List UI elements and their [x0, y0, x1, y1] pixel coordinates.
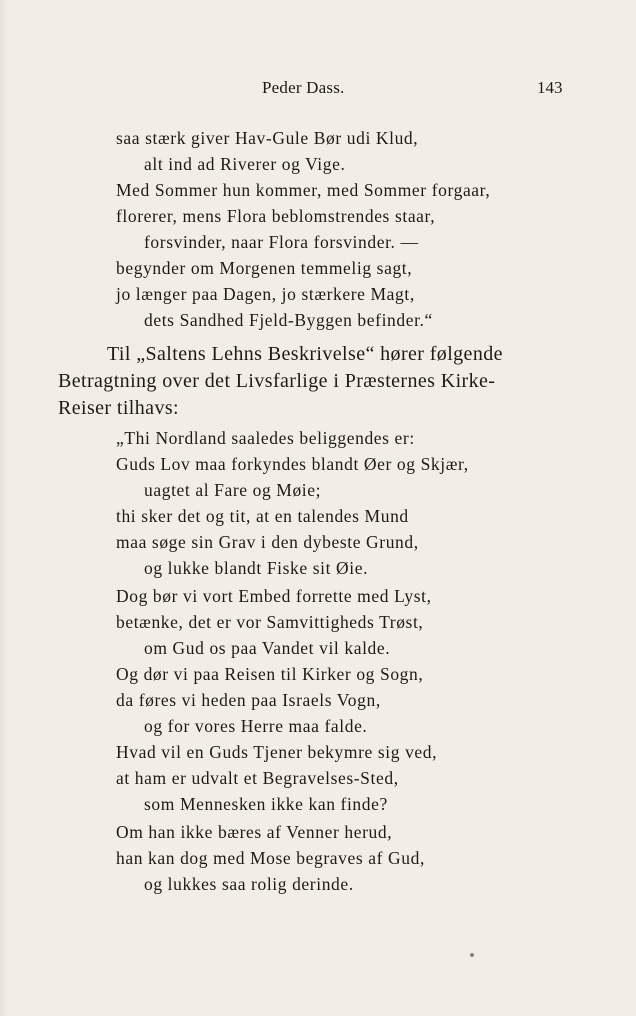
page-number: 143	[537, 78, 563, 97]
verse-line: betænke, det er vor Samvittigheds Trøst,	[116, 612, 424, 632]
verse-line: forsvinder, naar Flora forsvinder. —	[144, 232, 419, 252]
verse-line: alt ind ad Riverer og Vige.	[144, 154, 346, 174]
verse-line: Guds Lov maa forkyndes blandt Øer og Skjær,	[116, 454, 469, 474]
verse-line: dets Sandhed Fjeld-Byggen befinder.“	[144, 310, 433, 330]
verse-line: uagtet al Fare og Møie;	[144, 480, 322, 500]
verse-line: maa søge sin Grav i den dybeste Grund,	[116, 532, 419, 552]
prose-line: Til „Saltens Lehns Beskrivelse“ hører følgende	[107, 343, 503, 365]
verse-line: begynder om Morgenen temmelig sagt,	[116, 258, 413, 278]
verse-line: han kan dog med Mose begraves af Gud,	[116, 848, 425, 868]
prose-line: Reiser tilhavs:	[58, 397, 179, 419]
verse-line: om Gud os paa Vandet vil kalde.	[144, 638, 391, 658]
verse-line: Om han ikke bæres af Venner herud,	[116, 822, 393, 842]
verse-line: Og dør vi paa Reisen til Kirker og Sogn,	[116, 664, 424, 684]
verse-line: Dog bør vi vort Embed forrette med Lyst,	[116, 586, 432, 606]
verse-line: Med Sommer hun kommer, med Sommer forgaar,	[116, 180, 491, 200]
verse-line: jo længer paa Dagen, jo stærkere Magt,	[116, 284, 415, 304]
verse-line: thi sker det og tit, at en talendes Mund	[116, 506, 409, 526]
verse-line: og for vores Herre maa falde.	[144, 716, 368, 736]
verse-line: og lukke blandt Fiske sit Øie.	[144, 558, 369, 578]
paper-speck	[470, 953, 474, 957]
verse-line: som Mennesken ikke kan finde?	[144, 794, 388, 814]
verse-line: og lukkes saa rolig derinde.	[144, 874, 354, 894]
running-head-title: Peder Dass.	[262, 78, 345, 97]
prose-line: Betragtning over det Livsfarlige i Præsternes Kirke-	[58, 370, 496, 392]
verse-line: saa stærk giver Hav-Gule Bør udi Klud,	[116, 128, 419, 148]
verse-line: da føres vi heden paa Israels Vogn,	[116, 690, 381, 710]
verse-line: „Thi Nordland saaledes beliggendes er:	[116, 428, 415, 448]
running-head	[0, 74, 636, 100]
verse-line: at ham er udvalt et Begravelses-Sted,	[116, 768, 399, 788]
verse-line: Hvad vil en Guds Tjener bekymre sig ved,	[116, 742, 438, 762]
verse-line: florerer, mens Flora beblomstrendes staar,	[116, 206, 436, 226]
